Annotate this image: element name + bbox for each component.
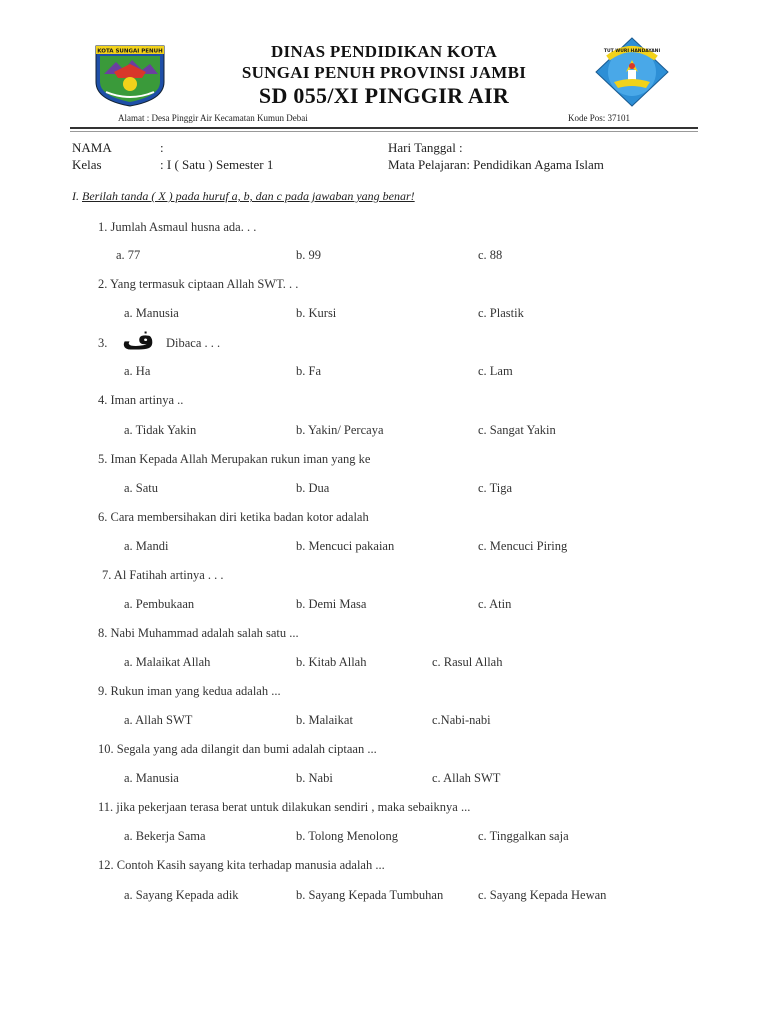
question-4-option-c: c. Sangat Yakin <box>478 423 556 437</box>
question-10-option-c: c. Allah SWT <box>432 771 501 785</box>
arabic-letter-fa: ف <box>122 323 155 356</box>
question-11-option-b: b. Tolong Menolong <box>296 829 399 843</box>
question-12-option-c: c. Sayang Kepada Hewan <box>478 888 607 902</box>
question-10-option-b: b. Nabi <box>296 771 333 785</box>
question-4-option-a: a. Tidak Yakin <box>124 423 197 437</box>
question-6-option-b: b. Mencuci pakaian <box>296 539 395 553</box>
mata-pelajaran-label: Mata Pelajaran: Pendidikan Agama Islam <box>388 157 604 172</box>
hari-tanggal-label: Hari Tanggal : <box>388 140 463 155</box>
header-line-1: DINAS PENDIDIKAN KOTA <box>270 42 498 61</box>
nama-colon: : <box>160 140 164 155</box>
question-9-text: 9. Rukun iman yang kedua adalah ... <box>98 684 281 698</box>
question-3-text: 3. <box>98 336 108 350</box>
question-1-option-a: a. 77 <box>116 248 141 262</box>
question-1-text: 1. Jumlah Asmaul husna ada. . . <box>98 220 257 234</box>
right-logo-text: TUT WURI HANDAYANI <box>603 49 661 54</box>
nama-label: NAMA <box>72 140 112 155</box>
question-5-option-a: a. Satu <box>124 481 159 495</box>
question-5-option-c: c. Tiga <box>478 481 513 495</box>
question-7-option-b: b. Demi Masa <box>296 597 367 611</box>
question-10-text: 10. Segala yang ada dilangit dan bumi adalah ciptaan ... <box>98 742 377 756</box>
header-line-2: SUNGAI PENUH PROVINSI JAMBI <box>241 63 527 82</box>
question-3-tail: Dibaca . . . <box>166 336 221 350</box>
question-3-option-b: b. Fa <box>296 364 321 378</box>
question-3-option-a: a. Ha <box>124 364 151 378</box>
kelas-label: Kelas <box>72 157 102 172</box>
postal-code: Kode Pos: 37101 <box>568 113 631 123</box>
question-7-option-c: c. Atin <box>478 597 512 611</box>
header-rule-thin <box>70 131 698 132</box>
school-name: SD 055/XI PINGGIR AIR <box>258 83 510 108</box>
question-2-option-b: b. Kursi <box>296 306 337 320</box>
question-6-option-a: a. Mandi <box>124 539 169 553</box>
question-7-option-a: a. Pembukaan <box>124 597 195 611</box>
question-2-option-a: a. Manusia <box>124 306 179 320</box>
question-5-option-b: b. Dua <box>296 481 330 495</box>
instruction-text: Berilah tanda ( X ) pada huruf a, b, dan c pada jawaban yang benar! <box>82 189 415 203</box>
question-6-text: 6. Cara membersihakan diri ketika badan kotor adalah <box>98 510 369 524</box>
question-4-text: 4. Iman artinya .. <box>98 393 184 407</box>
question-9-option-a: a. Allah SWT <box>124 713 193 727</box>
question-4-option-b: b. Yakin/ Percaya <box>296 423 384 437</box>
question-11-option-a: a. Bekerja Sama <box>124 829 206 843</box>
question-8-option-c: c. Rasul Allah <box>432 655 503 669</box>
question-11-text: 11. jika pekerjaan terasa berat untuk dilakukan sendiri , maka sebaiknya ... <box>98 800 471 814</box>
instruction-prefix: I. <box>72 189 79 203</box>
question-11-option-c: c. Tinggalkan saja <box>478 829 569 843</box>
kelas-value: : I ( Satu ) Semester 1 <box>160 157 274 172</box>
question-1-option-c: c. 88 <box>478 248 503 262</box>
question-6-option-c: c. Mencuci Piring <box>478 539 568 553</box>
question-9-option-c: c.Nabi-nabi <box>432 713 491 727</box>
question-12-option-b: b. Sayang Kepada Tumbuhan <box>296 888 444 902</box>
school-address: Alamat : Desa Pinggir Air Kecamatan Kumun Debai <box>118 113 308 123</box>
left-logo-text: KOTA SUNGAI PENUH <box>97 48 163 55</box>
question-12-option-a: a. Sayang Kepada adik <box>124 888 239 902</box>
question-12-text: 12. Contoh Kasih sayang kita terhadap manusia adalah ... <box>98 858 385 872</box>
header-rule <box>70 127 698 129</box>
question-1-option-b: b. 99 <box>296 248 321 262</box>
question-8-text: 8. Nabi Muhammad adalah salah satu ... <box>98 626 299 640</box>
question-10-option-a: a. Manusia <box>124 771 179 785</box>
question-3-option-c: c. Lam <box>478 364 513 378</box>
question-2-text: 2. Yang termasuk ciptaan Allah SWT. . . <box>98 277 299 291</box>
question-5-text: 5. Iman Kepada Allah Merupakan rukun iman yang ke <box>98 452 371 466</box>
question-8-option-b: b. Kitab Allah <box>296 655 367 669</box>
question-7-text: 7. Al Fatihah artinya . . . <box>102 568 224 582</box>
question-8-option-a: a. Malaikat Allah <box>124 655 211 669</box>
instruction <box>72 189 415 204</box>
question-2-option-c: c. Plastik <box>478 306 524 320</box>
question-9-option-b: b. Malaikat <box>296 713 353 727</box>
